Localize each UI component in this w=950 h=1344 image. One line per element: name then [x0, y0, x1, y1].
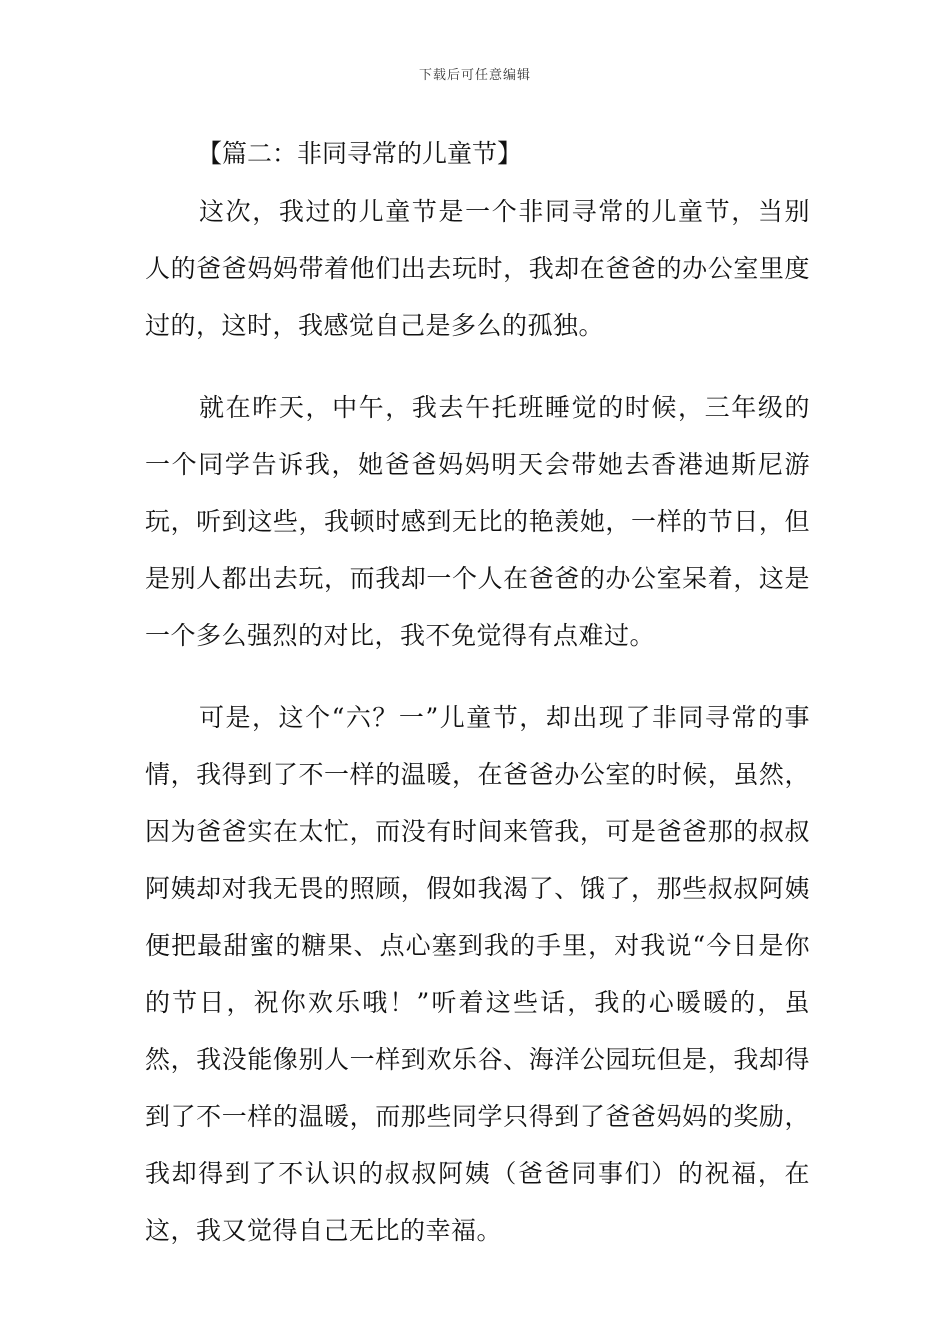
paragraph-1: 这次，我过的儿童节是一个非同寻常的儿童节，当别人的爸爸妈妈带着他们出去玩时，我却在爸爸的办公室里度过的，这时，我感觉自己是多么的孤独。 — [145, 197, 810, 340]
document-body — [145, 128, 810, 1284]
paragraph-2: 就在昨天，中午，我去午托班睡觉的时候，三年级的一个同学告诉我，她爸爸妈妈明天会带她去香港迪斯尼游玩，听到这些，我顿时感到无比的艳羡她，一样的节日，但是别人都出去玩，而我却一个人在爸爸的办公室呆着，这是一个多么强烈的对比，我不免觉得有点难过。 — [145, 393, 810, 650]
page-header: 下载后可任意编辑 — [418, 68, 531, 83]
paragraph-3: 可是，这个“六？一”儿童节，却出现了非同寻常的事情，我得到了不一样的温暖，在爸爸办公室的时候，虽然，因为爸爸实在太忙，而没有时间来管我，可是爸爸那的叔叔阿姨却对我无畏的照顾，假如我渴了、饿了，那些叔叔阿姨便把最甜蜜的糖果、点心塞到我的手里，对我说“今日是你的节日，祝你欢乐哦！”听着这些话，我的心暖暖的，虽然，我没能像别人一样到欢乐谷、海洋公园玩但是，我却得到了不一样的温暖，而那些同学只得到了爸爸妈妈的奖励，我却得到了不认识的叔叔阿姨（爸爸同事们）的祝福，在这，我又觉得自己无比的幸福。 — [145, 703, 810, 1245]
essay-title: 【篇二：非同寻常的儿童节】 — [197, 139, 523, 168]
